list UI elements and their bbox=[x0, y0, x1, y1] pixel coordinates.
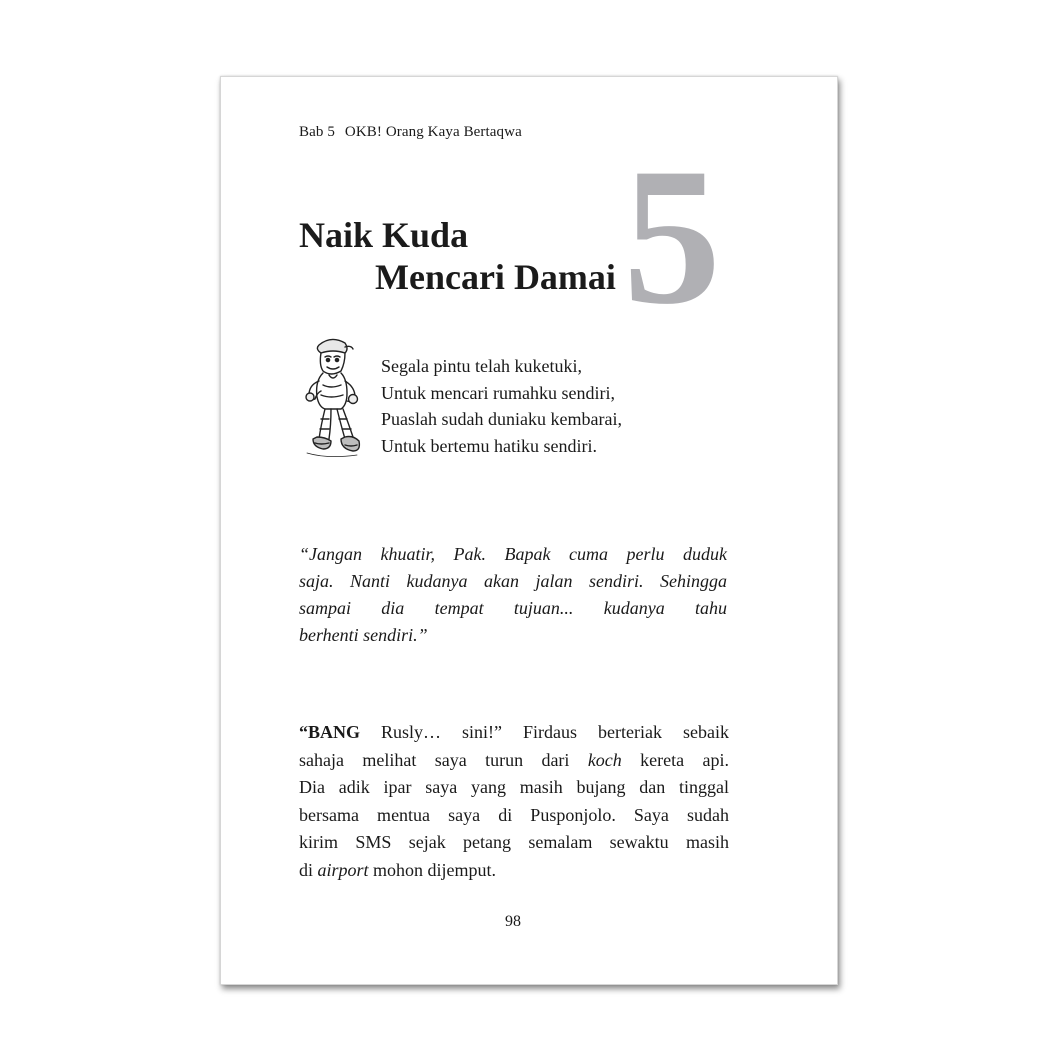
cartoon-man-illustration bbox=[301, 335, 363, 463]
italic-term: koch bbox=[587, 749, 622, 770]
body-paragraph bbox=[299, 719, 729, 884]
chapter-number: 5 bbox=[623, 128, 721, 345]
epigraph-quote bbox=[299, 541, 727, 649]
italic-term: airport bbox=[317, 859, 369, 880]
poem bbox=[381, 353, 622, 459]
running-head bbox=[299, 124, 522, 141]
poem-line: Untuk bertemu hatiku sendiri. bbox=[381, 435, 597, 456]
body-line: bersama mentua saya di Pusponjolo. Saya sudah bbox=[299, 804, 729, 825]
body-line: Dia adik ipar saya yang masih bujang dan tinggal bbox=[299, 777, 729, 797]
epigraph-line: “Jangan khuatir, Pak. Bapak cuma perlu duduk bbox=[299, 544, 727, 564]
chapter-title-line-2: Mencari Damai bbox=[375, 257, 616, 297]
epigraph-line: sampai dia tempat tujuan... kudanya tahu bbox=[299, 598, 727, 618]
page-number: 98 bbox=[505, 913, 521, 930]
running-head-chapter: Bab 5 bbox=[299, 124, 335, 140]
running-head-title: OKB! Orang Kaya Bertaqwa bbox=[344, 124, 522, 140]
lead-word: “BANG bbox=[299, 722, 361, 742]
body-line: sahaja melihat saya turun dari koch kereta api. bbox=[299, 749, 730, 770]
chapter-title-line-1: Naik Kuda bbox=[299, 215, 469, 255]
body-line: kirim SMS sejak petang semalam sewaktu masih bbox=[299, 832, 729, 852]
poem-line: Segala pintu telah kuketuki, bbox=[381, 356, 582, 376]
epigraph-line: saja. Nanti kudanya akan jalan sendiri. Sehingga bbox=[299, 571, 727, 591]
body-line: “BANG Rusly… sini!” Firdaus berteriak sebaik bbox=[299, 722, 729, 742]
body-line: di airport mohon dijemput. bbox=[299, 859, 497, 880]
poem-line: Untuk mencari rumahku sendiri, bbox=[381, 382, 615, 403]
book-page bbox=[220, 76, 838, 985]
epigraph-line: berhenti sendiri.” bbox=[299, 625, 428, 645]
poem-line: Puaslah sudah duniaku kembarai, bbox=[381, 409, 622, 429]
